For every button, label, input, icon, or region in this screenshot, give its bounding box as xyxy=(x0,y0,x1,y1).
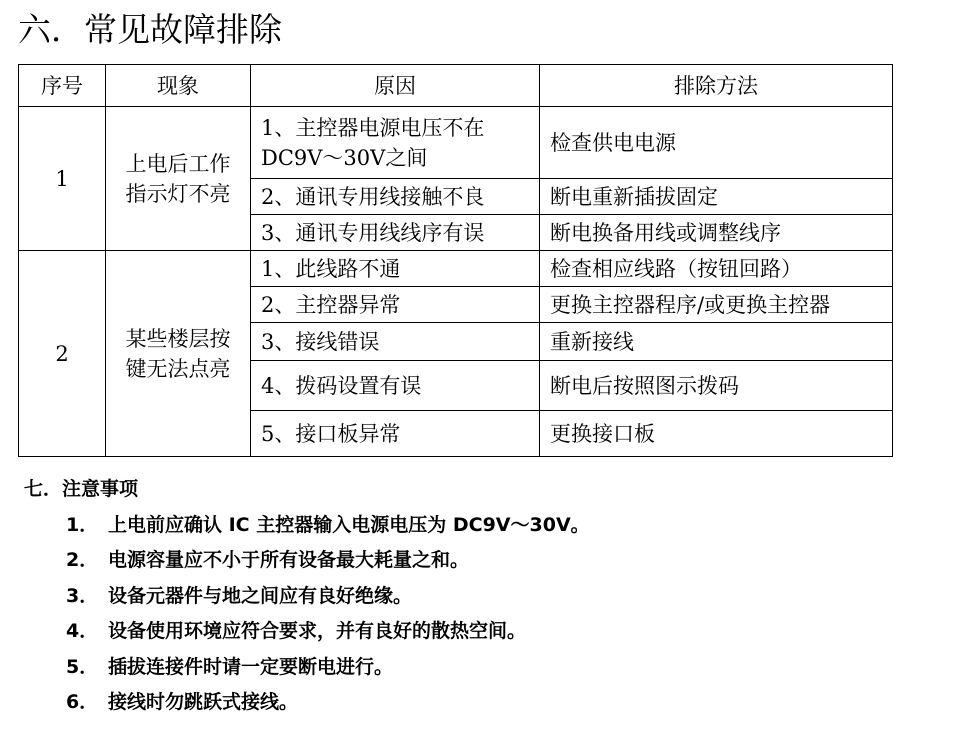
fault-cause: 2、通讯专用线接触不良 xyxy=(251,179,540,215)
fault-cause: 2、主控器异常 xyxy=(251,287,540,323)
fault-cause: 1、此线路不通 xyxy=(251,251,540,287)
item-text: 电源容量应不小于所有设备最大耗量之和。 xyxy=(108,549,470,572)
column-header-no: 序号 xyxy=(19,65,106,107)
fault-cause: 4、拨码设置有误 xyxy=(251,361,540,411)
fault-remedy: 断电换备用线或调整线序 xyxy=(540,215,893,251)
list-item xyxy=(66,543,590,578)
notes-list xyxy=(66,508,590,720)
fault-remedy: 断电重新插拔固定 xyxy=(540,179,893,215)
list-item xyxy=(66,685,590,720)
fault-remedy: 检查相应线路（按钮回路） xyxy=(540,251,893,287)
section-title-troubleshooting: 六．常见故障排除 xyxy=(18,10,282,49)
item-text: 上电前应确认 IC 主控器输入电源电压为 DC9V～30V。 xyxy=(108,514,590,536)
table-row xyxy=(19,107,893,179)
fault-remedy: 更换接口板 xyxy=(540,411,893,457)
fault-cause: 1、主控器电源电压不在DC9V～30V之间 xyxy=(251,107,540,179)
item-number: 3． xyxy=(66,584,99,607)
list-item xyxy=(66,508,590,543)
list-item xyxy=(66,650,590,685)
column-header-cause: 原因 xyxy=(251,65,540,107)
fault-remedy: 检查供电电源 xyxy=(540,107,893,179)
table-row xyxy=(19,251,893,287)
fault-cause: 5、接口板异常 xyxy=(251,411,540,457)
fault-phenomenon: 上电后工作指示灯不亮 xyxy=(106,107,251,251)
fault-remedy: 断电后按照图示拨码 xyxy=(540,361,893,411)
fault-remedy: 更换主控器程序/或更换主控器 xyxy=(540,287,893,323)
item-text: 设备元器件与地之间应有良好绝缘。 xyxy=(108,584,413,607)
section-title-notes: 七．注意事项 xyxy=(24,478,139,500)
item-text: 接线时勿跳跃式接线。 xyxy=(108,690,299,713)
table-header-row xyxy=(19,65,893,107)
item-text: 设备使用环境应符合要求，并有良好的散热空间。 xyxy=(108,620,527,643)
item-number: 2． xyxy=(66,549,99,572)
fault-no: 1 xyxy=(19,107,106,251)
item-number: 1． xyxy=(66,514,99,536)
column-header-phenomenon: 现象 xyxy=(106,65,251,107)
fault-phenomenon: 某些楼层按键无法点亮 xyxy=(106,251,251,457)
item-number: 4． xyxy=(66,620,99,643)
list-item xyxy=(66,614,590,649)
fault-no: 2 xyxy=(19,251,106,457)
column-header-remedy: 排除方法 xyxy=(540,65,893,107)
fault-cause: 3、通讯专用线线序有误 xyxy=(251,215,540,251)
item-text: 插拔连接件时请一定要断电进行。 xyxy=(108,655,394,678)
list-item xyxy=(66,579,590,614)
item-number: 5． xyxy=(66,655,99,678)
fault-cause: 3、接线错误 xyxy=(251,323,540,361)
fault-remedy: 重新接线 xyxy=(540,323,893,361)
item-number: 6． xyxy=(66,690,99,713)
troubleshooting-table xyxy=(18,64,893,457)
